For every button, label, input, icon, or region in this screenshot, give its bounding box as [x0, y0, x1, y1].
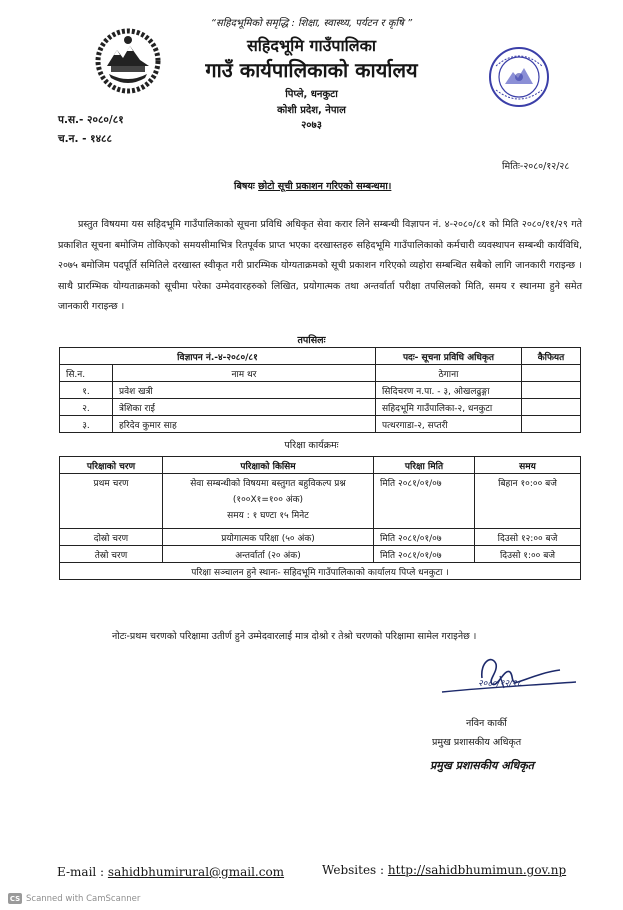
col-type: परिक्षाको किसिम [163, 457, 374, 474]
address-line-3: २०७३ [301, 120, 322, 131]
details-caption: तपसिलः [297, 335, 326, 346]
table-row [60, 416, 581, 433]
exam-type [163, 474, 374, 529]
col-time: समय [475, 457, 581, 474]
letter-body [58, 215, 582, 318]
candidate-address: सहिदभूमि गाउँपालिका-२, धनकुटा [375, 399, 521, 416]
designation-stamp: प्रमुख प्रशासकीय अधिकृत [430, 759, 534, 772]
remarks-cell [522, 365, 581, 382]
candidate-sn: २. [60, 399, 113, 416]
table-row [60, 474, 581, 529]
exam-stage: दोस्रो चरण [60, 529, 163, 546]
exam-venue: परिक्षा सञ्चालन हुने स्थानः- सहिदभूमि गाउँपालिकाको कार्यालय पिप्ले धनकुटा । [60, 563, 581, 580]
exam-stage: प्रथम चरण [60, 474, 163, 529]
exam-time: दिउसो १:०० बजे [475, 546, 581, 563]
exam-venue-row [60, 563, 581, 580]
letter-date: मितिः-२०८०/१२/२८ [502, 161, 570, 172]
exam-time: बिहान १०:०० बजे [475, 474, 581, 529]
subject-prefix: बिषयः [234, 181, 259, 192]
col-date: परिक्षा मिति [374, 457, 475, 474]
candidate-name: त्रेशिका राई [113, 399, 376, 416]
exam-type: अन्तर्वार्ता (२० अंक) [163, 546, 374, 563]
table-row [60, 529, 581, 546]
candidate-address: सिदिचरण न.पा. - ३, ओखलढुङ्गा [375, 382, 521, 399]
col-name: नाम थर [113, 365, 376, 382]
candidates-table-top-header [60, 348, 581, 365]
signer-title: प्रमुख प्रशासकीय अधिकृत [432, 737, 522, 748]
email-link[interactable]: sahidbhumirural@gmail.com [107, 865, 285, 879]
camscanner-text: Scanned with CamScanner [26, 893, 141, 904]
website-label: Websites : [322, 863, 388, 877]
fiscal-year-ref: प.स.- २०८०/८१ [58, 114, 124, 126]
candidate-name: हरिदेव कुमार साह [113, 416, 376, 433]
dispatch-number: च.न. - १४८८ [58, 133, 112, 145]
exam-stage: तेस्रो चरण [60, 546, 163, 563]
camscanner-watermark [8, 893, 140, 904]
exam-type: प्रयोगात्मक परिक्षा (५० अंक) [163, 529, 374, 546]
post-name: पदः- सूचना प्रविधि अधिकृत [375, 348, 521, 365]
motto: “सहिदभूमिको समृद्धि : शिक्षा, स्वास्थ्य, पर्यटन र कृषि ” [210, 18, 413, 29]
address-line-1: पिप्ले, धनकुटा [285, 89, 338, 100]
exam-schedule-caption: परिक्षा कार्यक्रमः [284, 440, 339, 451]
candidates-table [59, 347, 581, 433]
handwritten-signature [440, 648, 580, 698]
exam-type-line-1: सेवा सम्बन्धीको विषयमा बस्तुगत बहुविकल्प प्रश्न [190, 479, 346, 489]
subject-text: छोटो सूची प्रकाशन गरिएको सम्बन्धमा। [258, 181, 392, 192]
candidates-table-header [60, 365, 581, 382]
signature-date: २०८०/१२/२८ [478, 679, 522, 689]
table-row [60, 546, 581, 563]
exam-table-header [60, 457, 581, 474]
table-row [60, 382, 581, 399]
camscanner-icon: CS [9, 894, 21, 903]
candidate-sn: ३. [60, 416, 113, 433]
col-stage: परिक्षाको चरण [60, 457, 163, 474]
footer-email [57, 865, 284, 879]
col-sn: सि.न. [60, 365, 113, 382]
letter-subject [234, 179, 391, 192]
exam-type-line-2: (१००X१=१०० अंक) [232, 495, 304, 505]
exam-time: दिउसो १२:०० बजे [475, 529, 581, 546]
note: नोटः-प्रथम चरणको परिक्षामा उतीर्ण हुने उम्मेदवारलाई मात्र दोश्रो र तेश्रो चरणको परिक्षामा सामेल गराइनेछ । [112, 631, 477, 642]
remarks-cell [522, 382, 581, 399]
advertisement-number: विज्ञापन नं.-४-२०८०/८१ [60, 348, 376, 365]
website-link[interactable]: http://sahidbhumimun.gov.np [387, 863, 567, 877]
col-address: ठेगाना [375, 365, 521, 382]
remarks-cell [522, 399, 581, 416]
signer-name: नविन कार्की [466, 718, 507, 729]
footer-website [322, 863, 566, 877]
exam-date: मिति २०८१/०१/०७ [374, 529, 475, 546]
exam-type-line-3: समय : १ घण्टा १५ मिनेट [227, 511, 309, 521]
office-name: गाउँ कार्यपालिकाको कार्यालय [205, 58, 418, 82]
exam-date: मिति २०८१/०१/०७ [374, 546, 475, 563]
remarks-header: कैफियत [522, 348, 581, 365]
candidate-address: पत्थरगाडा-२, सप्तरी [375, 416, 521, 433]
email-label: E-mail : [57, 865, 108, 879]
table-row [60, 399, 581, 416]
address-line-2: कोशी प्रदेश, नेपाल [277, 105, 346, 116]
letter-body-text: प्रस्तुत विषयमा यस सहिदभूमि गाउँपालिकाको सूचना प्रविधि अधिकृत सेवा करार लिने सम्बन्धी विज्ञापन नं. ४-२०८०/८१ को मिति २०८०/११/२९ गते प्रकाशित सूचना बमोजिम तोकिएको समयसीमाभित्र रितपूर्वक प्राप्त भएका दरखास्तहरु सहिदभूमि गाउँपालिकाको कर्मचारी व्यवस्थापन सम्बन्धी कार्यविधि, २०७५ बमोजिम पदपूर्ति समितिले दरखास्त स्वीकृत गरी प्रारम्भिक योग्यताक्रमको सूची प्रकाशन गरिएको व्यहोरा सम्बन्धित सबैको लागि जानकारी गराइन्छ । साथै प्रारम्भिक योग्यताक्रमको सूचीमा परेका उम्मेदवारहरुको लिखित, प्रयोगात्मक तथा अन्तर्वार्ता परीक्षा तपसिलको मिति, समय र स्थानमा हुने समेत जानकारी गराइन्छ । [58, 219, 582, 312]
municipality-name: सहिदभूमि गाउँपालिका [246, 36, 377, 55]
candidate-name: प्रवेश खत्री [113, 382, 376, 399]
remarks-cell [522, 416, 581, 433]
candidate-sn: १. [60, 382, 113, 399]
exam-schedule-table [59, 456, 581, 580]
exam-date: मिति २०८१/०१/०७ [374, 474, 475, 529]
